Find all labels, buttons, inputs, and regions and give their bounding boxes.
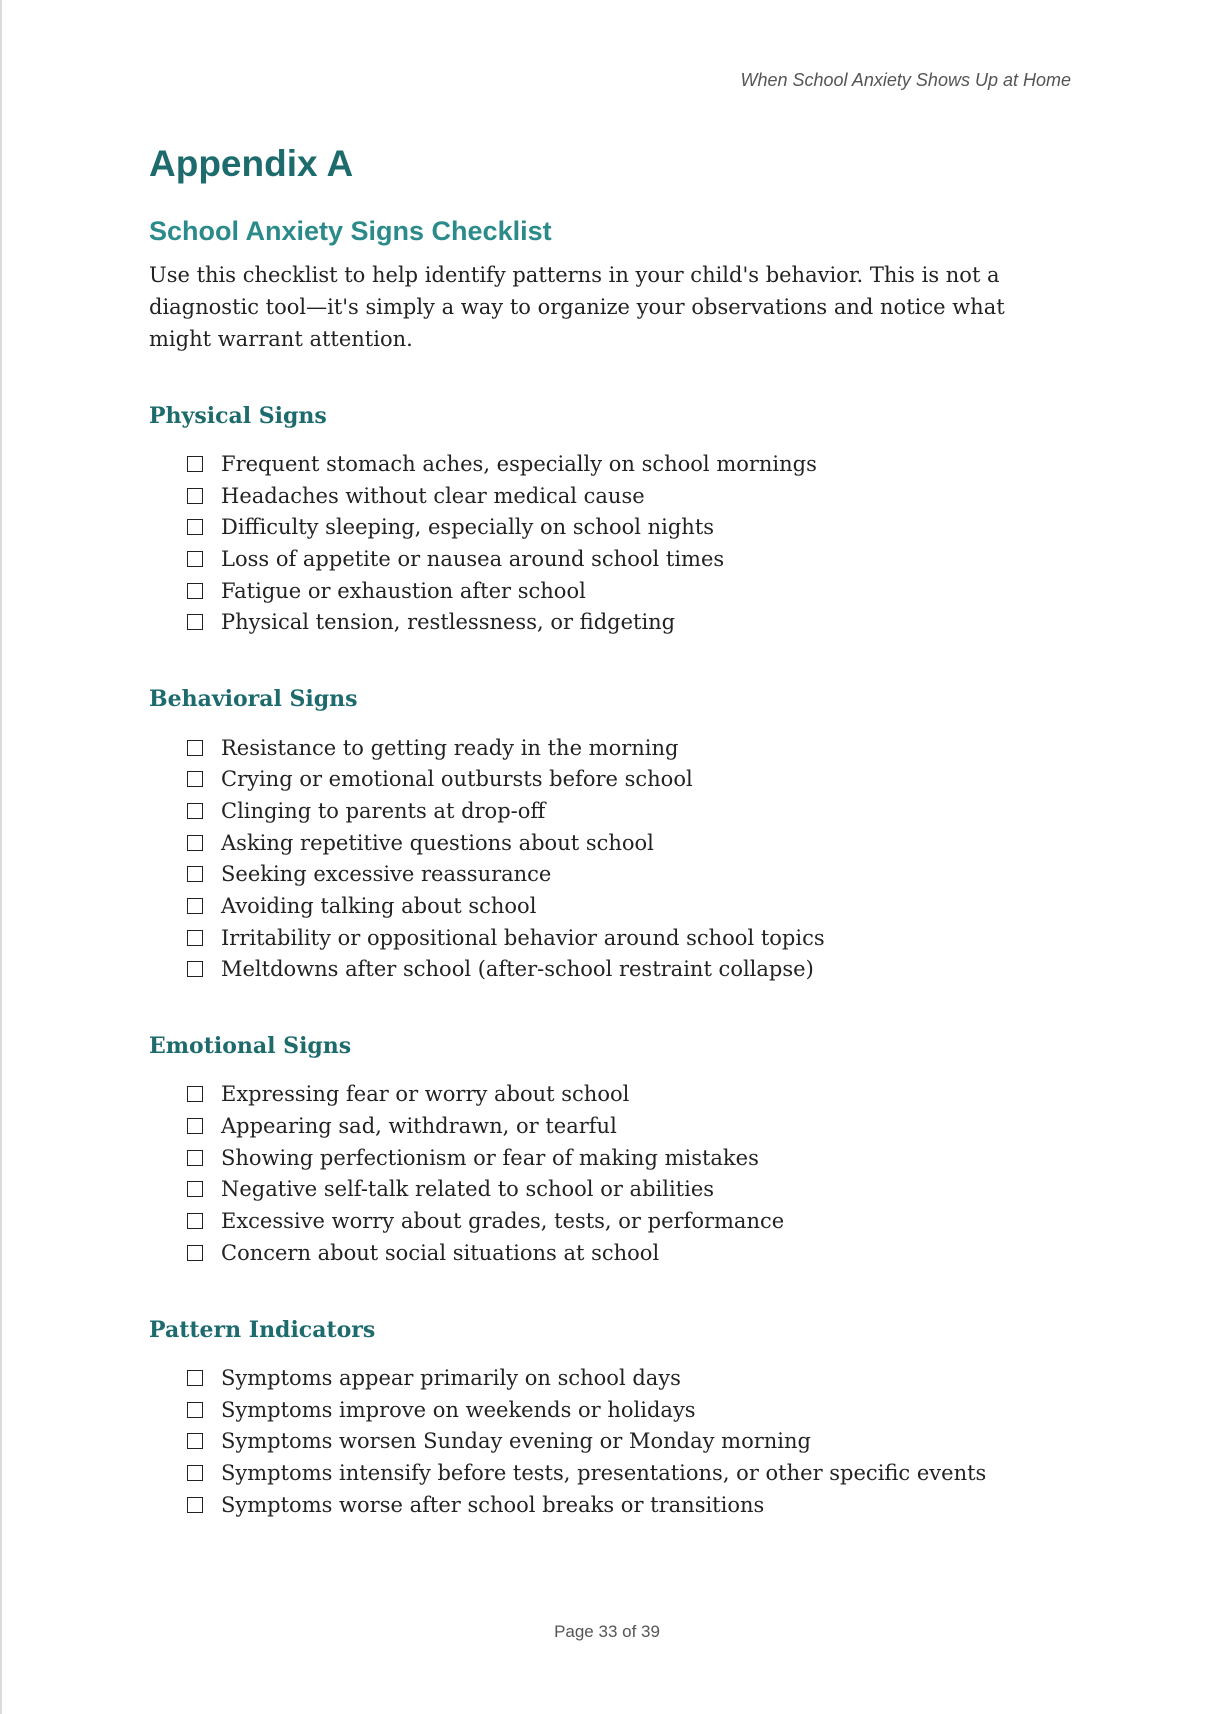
checklist-item xyxy=(187,732,1049,764)
checklist-item-label: Clinging to parents at drop-off xyxy=(221,798,546,823)
checklist-item xyxy=(187,1489,1049,1521)
section-heading: Pattern Indicators xyxy=(149,1316,376,1343)
checkbox-icon[interactable] xyxy=(187,898,203,914)
checklist-item xyxy=(187,1110,1049,1142)
checklist-item xyxy=(187,763,1049,795)
checklist-item xyxy=(187,512,1049,544)
checklist-item-label: Symptoms improve on weekends or holidays xyxy=(221,1397,696,1422)
checklist-item-label: Headaches without clear medical cause xyxy=(221,483,645,508)
checklist-sections xyxy=(149,403,1049,1521)
section-heading: Physical Signs xyxy=(149,402,327,429)
checkbox-icon[interactable] xyxy=(187,1213,203,1229)
intro-paragraph: Use this checklist to help identify patterns in your child's behavior. This is not a diagnostic tool—it's simply a way to organize your observations and notice what might warrant attention. xyxy=(149,262,1005,351)
checkbox-icon[interactable] xyxy=(187,1150,203,1166)
checkbox-icon[interactable] xyxy=(187,1181,203,1197)
checkbox-icon[interactable] xyxy=(187,1433,203,1449)
checklist-item-label: Fatigue or exhaustion after school xyxy=(221,578,586,603)
checklist-item-label: Physical tension, restlessness, or fidgeting xyxy=(221,610,676,635)
checkbox-icon[interactable] xyxy=(187,1118,203,1134)
checklist-item-label: Resistance to getting ready in the morning xyxy=(221,735,679,760)
section-physical-signs xyxy=(149,403,1049,639)
checklist-item xyxy=(187,954,1049,986)
checkbox-icon[interactable] xyxy=(187,1402,203,1418)
section-pattern-indicators xyxy=(149,1317,1049,1521)
checklist-item xyxy=(187,795,1049,827)
checklist-item xyxy=(187,827,1049,859)
checkbox-icon[interactable] xyxy=(187,740,203,756)
checklist-item xyxy=(187,890,1049,922)
checklist-item xyxy=(187,543,1049,575)
checkbox-icon[interactable] xyxy=(187,551,203,567)
checklist-item-label: Crying or emotional outbursts before school xyxy=(221,767,693,792)
checklist-item xyxy=(187,1425,1049,1457)
checklist-item-label: Concern about social situations at school xyxy=(221,1240,660,1265)
checklist-item xyxy=(187,1362,1049,1394)
checklist-item xyxy=(187,858,1049,890)
checklist-item xyxy=(187,1205,1049,1237)
checklist-item-label: Excessive worry about grades, tests, or performance xyxy=(221,1209,785,1234)
checklist-item-label: Difficulty sleeping, especially on school nights xyxy=(221,515,715,540)
checklist-item-label: Frequent stomach aches, especially on school mornings xyxy=(221,452,817,477)
checklist-item-label: Symptoms appear primarily on school days xyxy=(221,1365,681,1390)
checkbox-icon[interactable] xyxy=(187,488,203,504)
checklist xyxy=(149,732,1049,986)
checkbox-icon[interactable] xyxy=(187,771,203,787)
checkbox-icon[interactable] xyxy=(187,1245,203,1261)
checklist-item xyxy=(187,480,1049,512)
checklist-item-label: Seeking excessive reassurance xyxy=(221,862,552,887)
page-edge xyxy=(0,0,2,1714)
checkbox-icon[interactable] xyxy=(187,1086,203,1102)
checkbox-icon[interactable] xyxy=(187,961,203,977)
checkbox-icon[interactable] xyxy=(187,835,203,851)
checklist-item-label: Symptoms worse after school breaks or transitions xyxy=(221,1492,765,1517)
checklist-item xyxy=(187,607,1049,639)
checklist-item xyxy=(187,1174,1049,1206)
checklist-item-label: Symptoms intensify before tests, presentations, or other specific events xyxy=(221,1461,987,1485)
checkbox-icon[interactable] xyxy=(187,803,203,819)
page-content xyxy=(149,142,1049,1521)
checklist-item-label: Appearing sad, withdrawn, or tearful xyxy=(221,1114,617,1139)
checklist-item-label: Irritability or oppositional behavior around school topics xyxy=(221,925,825,950)
checklist-item xyxy=(187,1142,1049,1174)
checklist-item-label: Symptoms worsen Sunday evening or Monday morning xyxy=(221,1429,811,1454)
checkbox-icon[interactable] xyxy=(187,456,203,472)
running-header: When School Anxiety Shows Up at Home xyxy=(740,70,1071,90)
checklist-item-label: Asking repetitive questions about school xyxy=(221,830,654,855)
page-number: Page 33 of 39 xyxy=(554,1622,660,1641)
checkbox-icon[interactable] xyxy=(187,519,203,535)
checklist-item xyxy=(187,1237,1049,1269)
section-emotional-signs xyxy=(149,1033,1049,1269)
checklist xyxy=(149,1362,1049,1520)
checklist xyxy=(149,448,1049,638)
checklist-item-label: Expressing fear or worry about school xyxy=(221,1082,630,1107)
checklist-item xyxy=(187,1457,1049,1489)
checklist-subtitle: School Anxiety Signs Checklist xyxy=(149,216,552,247)
section-heading: Emotional Signs xyxy=(149,1033,352,1060)
checkbox-icon[interactable] xyxy=(187,866,203,882)
checklist-item-label: Avoiding talking about school xyxy=(221,893,537,918)
checkbox-icon[interactable] xyxy=(187,930,203,946)
appendix-title: Appendix A xyxy=(149,143,354,184)
section-behavioral-signs xyxy=(149,686,1049,985)
checklist-item-label: Meltdowns after school (after-school restraint collapse) xyxy=(221,957,814,982)
checklist-item-label: Loss of appetite or nausea around school times xyxy=(221,547,725,572)
checklist-item xyxy=(187,448,1049,480)
checklist-item xyxy=(187,575,1049,607)
checklist-item-label: Negative self-talk related to school or abilities xyxy=(221,1177,715,1202)
section-heading: Behavioral Signs xyxy=(149,686,358,713)
checkbox-icon[interactable] xyxy=(187,1465,203,1481)
checklist-item-label: Showing perfectionism or fear of making mistakes xyxy=(221,1145,759,1170)
checklist-item xyxy=(187,1079,1049,1111)
checkbox-icon[interactable] xyxy=(187,1497,203,1513)
checklist xyxy=(149,1079,1049,1269)
checkbox-icon[interactable] xyxy=(187,614,203,630)
checkbox-icon[interactable] xyxy=(187,1370,203,1386)
checklist-item xyxy=(187,1394,1049,1426)
checkbox-icon[interactable] xyxy=(187,583,203,599)
checklist-item xyxy=(187,922,1049,954)
